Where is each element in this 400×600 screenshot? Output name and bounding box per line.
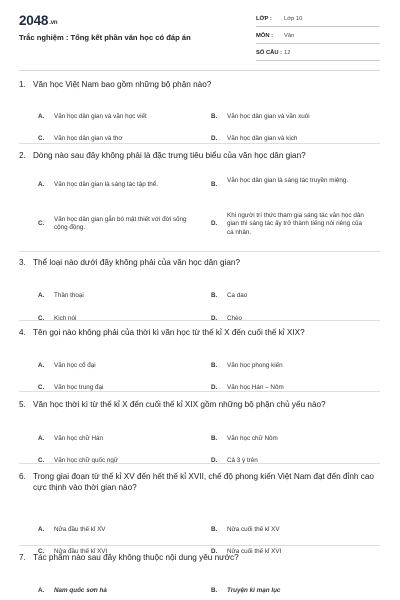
question-text	[19, 151, 380, 162]
option-text: Văn học chữ quốc ngữ	[54, 456, 119, 464]
option-text: Văn học trung đại	[54, 383, 104, 391]
option-text: Văn học dân gian và thơ	[54, 134, 123, 142]
option-text: Văn học Hán – Nôm	[227, 383, 284, 391]
question-6	[19, 472, 380, 555]
option-letter: C.	[38, 219, 45, 227]
option-letter: A.	[38, 361, 45, 369]
option-letter: B.	[211, 112, 218, 120]
meta-value: 12	[284, 50, 291, 56]
question-text	[19, 400, 380, 411]
answer-options	[19, 162, 380, 252]
option-text: Thần thoại	[54, 291, 84, 299]
question-divider	[19, 251, 380, 252]
option-letter: C.	[38, 456, 45, 464]
option-letter: B.	[211, 434, 218, 442]
question-divider	[19, 391, 380, 392]
option-letter: D.	[211, 548, 218, 555]
question-number: 3.	[19, 258, 26, 267]
question-prompt: Văn học Việt Nam bao gồm những bộ phận nào?	[33, 80, 212, 89]
question-divider	[19, 545, 380, 546]
option-text: Văn học chữ Hán	[54, 434, 104, 442]
question-number: 1.	[19, 80, 26, 89]
question-number: 2.	[19, 151, 26, 160]
option-letter: C.	[38, 134, 45, 142]
option-text: Nửa cuối thế kỉ XVI	[227, 548, 282, 555]
option-text: Văn học phong kiến	[227, 361, 283, 369]
option-letter: D.	[211, 456, 218, 464]
option-text: Khi người trí thức tham gia sáng tác văn học dân gian thì sáng tác ấy trở thành tiếng nói riêng của cá nhân.	[227, 211, 364, 236]
question-prompt: Tác phẩm nào sau đây không thuộc nội dung yêu nước?	[33, 553, 239, 562]
question-prompt: Văn học thời kì từ thế kỉ X đến cuối thế kỉ XIX gồm những bộ phận chủ yếu nào?	[33, 400, 326, 409]
option-letter: A.	[38, 291, 45, 299]
question-text	[19, 258, 380, 269]
question-divider	[19, 320, 380, 321]
option-letter: A.	[38, 434, 45, 442]
question-prompt: Trong giai đoạn từ thế kỉ XV đến hết thế kỉ XVII, chế độ phong kiến Việt Nam đạt đến đỉnh cao cực thịnh vào thời gian nào?	[33, 472, 374, 492]
site-logo[interactable]	[19, 13, 57, 28]
meta-label: SỐ CÂU :	[256, 50, 283, 56]
option-text: Văn học cổ đại	[54, 361, 96, 369]
answer-options	[19, 411, 380, 467]
document-meta	[256, 13, 380, 64]
meta-row-class	[256, 13, 380, 27]
question-number: 5.	[19, 400, 26, 409]
meta-row-subject	[256, 30, 380, 44]
option-letter: A.	[38, 180, 45, 188]
meta-label: MÔN :	[256, 33, 274, 39]
question-prompt: Thể loại nào dưới đây không phải của văn học dân gian?	[33, 258, 241, 267]
meta-value: Văn	[284, 33, 295, 39]
question-2	[19, 151, 380, 252]
option-letter: D.	[211, 314, 218, 322]
header-divider	[19, 70, 380, 71]
option-letter: B.	[211, 526, 218, 533]
option-letter: D.	[211, 383, 218, 391]
question-text	[19, 553, 380, 564]
option-text: Văn học chữ Nôm	[227, 434, 278, 442]
option-text: Văn học dân gian là sáng tác truyền miệng.	[227, 176, 349, 184]
option-letter: A.	[38, 112, 45, 120]
question-text	[19, 472, 380, 493]
question-3	[19, 258, 380, 325]
option-letter: C.	[38, 548, 45, 555]
question-1	[19, 80, 380, 142]
option-text: Truyện kì mạn lục	[227, 586, 281, 594]
option-text: Cả 3 ý trên	[227, 456, 258, 464]
option-letter: C.	[38, 383, 45, 391]
answer-options	[19, 269, 380, 325]
option-letter: D.	[211, 134, 218, 142]
answer-options	[19, 493, 380, 555]
answer-options	[19, 564, 380, 600]
option-text: Văn học dân gian và văn xuôi	[227, 112, 310, 120]
logo-suffix: .vn	[49, 20, 58, 26]
question-number: 7.	[19, 553, 26, 562]
question-7	[19, 553, 380, 600]
option-text: Văn học dân gian và văn học viết	[54, 112, 147, 120]
document-header	[0, 0, 400, 66]
question-text	[19, 328, 380, 339]
question-5	[19, 400, 380, 467]
option-letter: D.	[211, 219, 218, 227]
meta-value: Lớp 10	[284, 16, 303, 22]
question-4	[19, 328, 380, 395]
logo-text: 2048	[19, 13, 49, 28]
question-number: 4.	[19, 328, 26, 337]
option-text: Nam quốc sơn hà	[54, 586, 107, 594]
meta-row-question-count	[256, 47, 380, 61]
option-text: Văn học dân gian và kịch	[227, 134, 298, 142]
option-letter: B.	[211, 291, 218, 299]
answer-options	[19, 91, 380, 142]
option-text: Văn học dân gian là sáng tác tập thể.	[54, 180, 158, 188]
option-letter: C.	[38, 314, 45, 322]
option-letter: A.	[38, 526, 45, 533]
meta-label: LỚP :	[256, 16, 272, 22]
question-number: 6.	[19, 472, 26, 481]
answer-options	[19, 339, 380, 395]
question-text	[19, 80, 380, 91]
option-text: Ca dao	[227, 291, 248, 299]
option-text: Kịch nói	[54, 314, 77, 322]
option-letter: A.	[38, 586, 45, 594]
question-divider	[19, 143, 380, 144]
document-title: Trắc nghiệm : Tổng kết phần văn học có đáp án	[19, 33, 191, 42]
question-divider	[19, 463, 380, 464]
option-text: Nửa đầu thế kỉ XVI	[54, 548, 108, 555]
option-letter: B.	[211, 180, 218, 188]
question-prompt: Tên gọi nào không phải của thời kì văn học từ thế kỉ X đến cuối thế kỉ XIX?	[33, 328, 305, 337]
option-text: Chèo	[227, 314, 243, 322]
option-text: Nửa cuối thế kỉ XV	[227, 526, 280, 533]
question-prompt: Dòng nào sau đây không phải là đặc trưng tiêu biểu của văn học dân gian?	[33, 151, 306, 160]
option-text: Văn học dân gian gắn bó mật thiết với đời sống cộng đồng.	[54, 215, 187, 231]
option-letter: B.	[211, 361, 218, 369]
option-letter: B.	[211, 586, 218, 594]
option-text: Nửa đầu thế kỉ XV	[54, 526, 106, 533]
